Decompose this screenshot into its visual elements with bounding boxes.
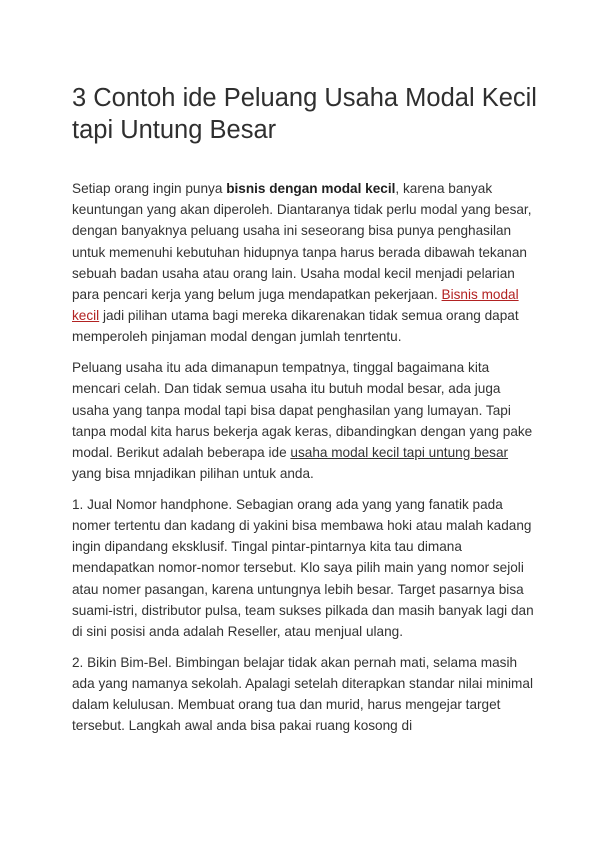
paragraph-opportunity [72, 357, 534, 484]
intro-text-end: jadi pilihan utama bagi mereka dikarenakan tidak semua orang dapat memperoleh pinjaman modal dengan jumlah tenrtentu. [72, 308, 519, 345]
page-title: 3 Contoh ide Peluang Usaha Modal Kecil tapi Untung Besar [72, 84, 537, 144]
usaha-modal-kecil-link[interactable]: usaha modal kecil tapi untung besar [290, 444, 509, 460]
opportunity-text-start: Peluang usaha itu ada dimanapun tempatnya, tinggal bagaimana kita mencari celah. Dan tidak semua usaha itu butuh modal besar, ada juga usaha yang tanpa modal tapi bisa dapat penghasilan yang lumayan. Tapi tanpa modal kita harus bekerja agak keras, dibandingkan dengan yang pake modal. Berikut adalah beberapa ide [72, 360, 533, 460]
intro-bold-phrase: bisnis dengan modal kecil [226, 181, 396, 196]
intro-text-start: Setiap orang ingin punya [72, 181, 227, 196]
paragraph-idea-2: 2. Bikin Bim-Bel. Bimbingan belajar tidak akan pernah mati, selama masih ada yang namanya sekolah. Apalagi setelah diterapkan standar nilai minimal dalam kelulusan. Membuat orang tua dan murid, harus mengejar target tersebut. Langkah awal anda bisa pakai ruang kosong di [72, 654, 533, 734]
intro-text-middle: , karena banyak keuntungan yang akan diperoleh. Diantaranya tidak perlu modal yang besar, dengan banyaknya peluang usaha ini seseorang bisa punya penghasilan untuk memenuhi kebutuhan hidupnya tanpa harus berada dibawah tekanan sebuah badan usaha atau orang lain. Usaha modal kecil menjadi pelarian para pencari kerja yang belum juga mendapatkan pekerjaan. [72, 181, 532, 303]
bisnis-modal-kecil-link[interactable]: Bisnis modal kecil [72, 287, 519, 324]
paragraph-idea-1: 1. Jual Nomor handphone. Sebagian orang ada yang yang fanatik pada nomer tertentu dan kadang di yakini bisa membawa hoki atau malah kadang ingin dipandang eksklusif. Tingal pintar-pintarnya kita tau dimana mendapatkan nomor-nomor tersebut. Klo saya pilih main yang nomor sejoli atau nomer pasangan, karena untungnya lebih besar. Target pasarnya bisa suami-istri, distributor pulsa, team sukses pilkada dan masih banyak lagi dan di sini posisi anda adalah Reseller, atau menjual ulang. [72, 496, 534, 640]
paragraph-intro [72, 178, 534, 348]
article-body [72, 178, 534, 746]
opportunity-text-end: yang bisa mnjadikan pilihan untuk anda. [72, 466, 314, 482]
